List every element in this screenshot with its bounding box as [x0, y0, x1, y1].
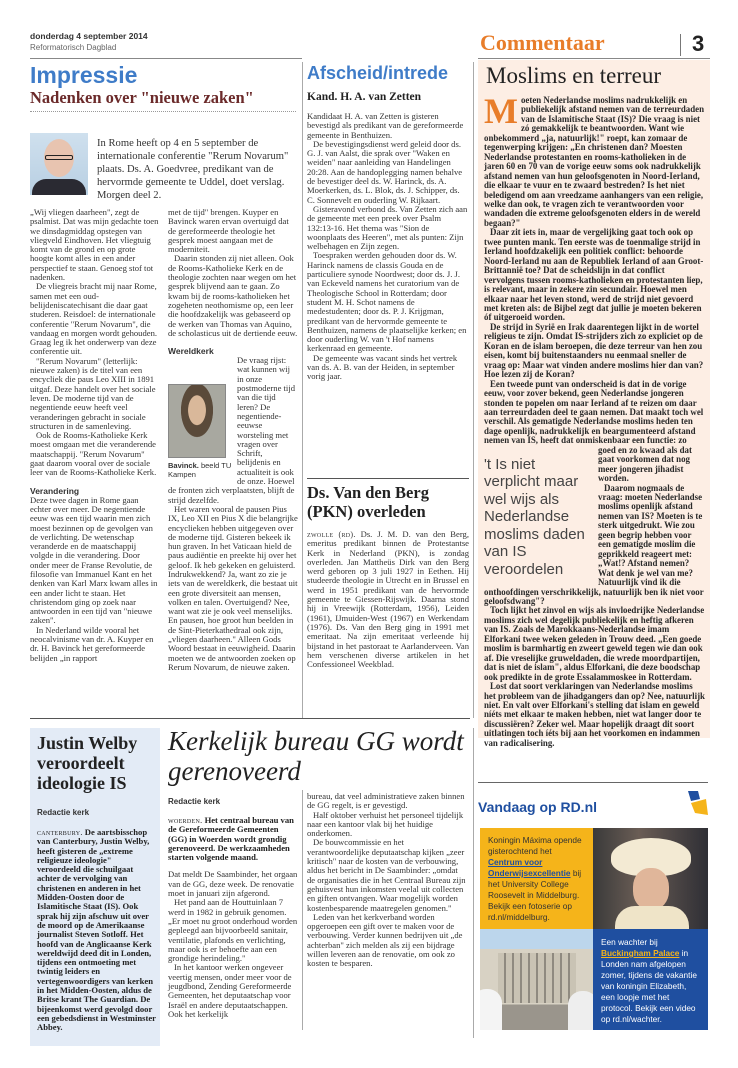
paragraph: Toch lijkt het zinvol en wijs als invloedrijke Nederlandse moslims zich wel degelijk publiekelijk en heftig afkeren van IS. Zoals de Marokkaans-Nederlandse imam Elforkani twee weken geleden in Trouw deed. „Een goede moslim is barmhartig en zweert geweld tegen wie dan ook af. Die vreselijke gruweldaden, die wrede moordpartijen, dat is niet de islam", aldus Elforkani, die deze boodschap ook predikte in de grote Essalammoskee in Rotterdam. [484, 605, 705, 682]
link-onderwijsexcellentie[interactable]: Centrum voor Onderwijsexcellentie [488, 857, 571, 878]
paragraph: met de tijd" brengen. Kuyper en Bavinck waren ervan overtuigd dat de gereformeerde theologie het gesprek moest aangaan met de moderniteit. [168, 207, 289, 255]
impressie-column-2 [168, 208, 298, 672]
subheading: Verandering [30, 485, 80, 496]
divider [302, 62, 303, 718]
rd-logo-icon [686, 791, 708, 816]
paragraph: een functie: zo goed en zo kwaad als dat gaat voorkomen dat nog meer jongeren jihadist worden. [598, 435, 692, 484]
caption-credit: beeld TU Kampen [168, 461, 232, 480]
paragraph: Toespraken werden gehouden door ds. W. Harinck namens de classis Gouda en de particuliere synode Noordwest; door ds. J. J. van Eckeveld namens het curatorium van de Theologische School in Rotterdam; door student M. H. Schot namens de medestudenten; door ds. P. J. Krijgman, predikant van de hervormde gemeente te Benthuizen, namens de plaatselijke kerken; en door ouderling W. van 't Hof namens kerkenraad en gemeente. [307, 250, 467, 354]
paragraph: Daarin stonden zij niet alleen. Ook de Rooms-Katholieke Kerk en de theologie zochten naar wegen om het gesprek blijvend aan te gaan. Zo kwam bij de rooms-katholieken het zogeheten neothomisme op, een leer die hoofdzakelijk was gebaseerd op de werken van Thomas van Aquino, de scholasticus uit de dertiende eeuw. [168, 253, 298, 338]
page-number: 3 [692, 31, 705, 56]
rd-title: Vandaag op RD.nl [478, 799, 598, 815]
paragraph: Dat meldt De Saambinder, het orgaan van de GG, deze week. De renovatie moet in januari zijn afgerond. [168, 869, 298, 899]
paragraph: Daar zit iets in, maar de vergelijking gaat toch ook op twee punten mank. Ten eerste was de toenmalige strijd in Ierland hoofdzakelijk een politiek conflict: behoorde Noord-Ierland nu aan de Republiek Ierland of aan Groot-Brittannië toe? Dat de scheidslijn in dat conflict vervolgens tussen rooms-katholieken en protestanten liep, is relevant, maar in zekere zin secundair. Hoewel men elkaar naar het leven stond, werd de strijd niet gevoerd met kreten als: de Bijbel zegt dat jullie je moeten bekeren óf uitgeroeid worden. [484, 227, 704, 323]
paper-name: Reformatorisch Dagblad [30, 43, 117, 52]
paragraph: Half oktober verhuist het personeel tijdelijk naar een kantoor vlak bij het huidige onderkomen. [307, 809, 464, 839]
divider [30, 718, 470, 719]
paragraph: Het waren vooral de pausen Pius IX, Leo XII en Pius X die belangrijke encyclieken hebben uitgegeven over de moderne tijd. Gisteren bekeek ik hun graven. In het Vaticaan hield de paus audiëntie en preekte hij over het geloof. Ik heb gekeken en geluisterd. Indrukwekkend? Ja, want zo zie je iets van de wereldkerk, die bestaat uit een grote diversiteit aan mensen, volken en talen. Overtuigend? Nee, want wat zie je ook veel menselijks. En pausen, hoe groot hun beelden in de Sint-Pieterkathedraal ook zijn, „vliegen daarheen." Alleen Gods Woord bestaat in eeuwigheid. Daarin moeten we de antwoorden zoeken op Rerum Novarum, de nieuwe zaken. [168, 503, 298, 672]
paragraph: Lost dat soort verklaringen van Nederlandse moslims het probleem van de jihadgangers dan op? Nee, natuurlijk niet. En valt over Elforkani's stelling dat islam en geweld níéts met elkaar te maken hebben, niet wat langer door te discussiëren? Zeker wel. Maar hopelijk draagt dit soort uitlatingen toch íéts bij aan het voorkomen en indammen van radicalisering. [484, 681, 705, 748]
divider [478, 58, 710, 59]
divider [473, 728, 474, 1038]
welby-title: Justin Welby veroordeelt ideologie IS [37, 733, 138, 793]
issue-date: donderdag 4 september 2014 [30, 31, 148, 41]
vandenberg-title: Ds. Van den Berg (PKN) overleden [307, 483, 429, 521]
lead: Het centraal bureau van de Gereformeerde Gemeenten (GG) in Woerden wordt grondig gerenoveerd. De werkzaamheden starten volgende maand. [168, 815, 294, 863]
dropcap: M [484, 91, 518, 131]
vandenberg-body [307, 530, 469, 669]
divider [478, 782, 708, 783]
impressie-kicker: Impressie [30, 62, 138, 88]
paragraph: De strijd in Syrië en Irak daarentegen lijkt in de wortel religieus te zijn. Omdat IS-strijders zich zo expliciet op de Koran en de islam beroepen, die deze terreur van hen zou eisen, komt bij buitenstaanders nu eenmaal sneller de vraag op: Maar wat vinden andere moslims hier dan van? Hoe lezen zij de Koran? [484, 321, 704, 380]
rd-item-text: Koningin Máxima opende gisterochtend het [488, 835, 582, 856]
impressie-title: Nadenken over "nieuwe zaken" [30, 88, 254, 107]
dateline: zwolle (rd). [307, 530, 356, 539]
divider [680, 34, 681, 56]
caption-name: Bavinck. [168, 461, 199, 471]
subheading: Wereldkerk [168, 346, 214, 357]
commentaar-title: Moslims en terreur [486, 63, 662, 88]
rd-item-text: bij het University College Roosevelt in Middelburg. Bekijk een fotoserie op rd.nl/middelburg. [488, 868, 582, 922]
divider [30, 111, 296, 112]
section-title: Commentaar [480, 30, 605, 55]
paragraph: Het pand aan de Houttuinlaan 7 werd in 1982 in gebruik genomen. „Er moet nu groot onderhoud worden gepleegd aan bijvoorbeeld sanitair, ventilatie, plafonds en verlichting, maar ook is er behoefte aan een grondige herindeling." [168, 897, 298, 964]
paragraph: De vliegreis bracht mij naar Rome, samen met een oud-belijdeniscatechisant die daar gaat studeren. Reisdoel: de internationale conferentie "Rerum Novarum", die vandaag en morgen wordt gehouden. Graag leg ik het onderwerp van deze conferentie uit. [30, 281, 158, 357]
rd-item-text: in Londen nam afgelopen zomer, tijdens de vakantie van koningin Elizabeth, een loopje met het protocol. Bekijk een video op rd.nl/wachter. [601, 948, 697, 1024]
dateline: canterbury. [37, 828, 83, 837]
paragraph: Leden van het kerkverband worden opgeroepen een gift over te maken voor de verbouwing. Verder kunnen bedrijven uit „de achterban" zich melden als zij een bijdrage willen leveren aan de renovatie, om ook zo kosten te besparen. [307, 911, 463, 969]
pull-quote: 't Is niet verplicht maar wel wijs als Nederlandse moslims daden van IS veroordelen [484, 455, 585, 578]
welby-box [30, 728, 160, 1046]
paragraph: Gisteravond verbond ds. Van Zetten zich aan de gemeente met een preek over Psalm 132:13-16. Het thema was "Sion de woonplaats des Heeren", met als punten: Zijn welbehagen en Zijn zegen. [307, 203, 468, 252]
afscheid-title: Kand. H. A. van Zetten [307, 91, 422, 103]
paragraph: bureau, dat veel administratieve zaken binnen de GG regelt, is er gevestigd. [307, 791, 465, 811]
maxima-photo[interactable] [593, 828, 708, 929]
article-text: De aartsbisschop van Canterbury, Justin Welby, heeft gisteren de „extreme religieuze ideologie" veroordeeld die schuilgaat achter de vervolging van christenen en anderen in het Midden-Oosten door de Islamitische Staat (IS). Ook sprak hij zijn afschuw uit over de moord op de Amerikaanse journalist Steven Sotloff. Het hoofd van de Anglicaanse Kerk wereldwijd deed dit in Londen, tijdens een ontmoeting met twintig leiders en vertegenwoordigers van kerken in het Midden-Oosten, aldus de Britse krant The Guardian. De bijeenkomst werd gevolgd door een gebedsdienst in Westminster Abbey. [37, 827, 156, 1033]
divider [302, 790, 303, 1030]
afscheid-kicker: Afscheid/intrede [307, 63, 449, 83]
paragraph: De bouwcommissie en het verantwoordelijke deputaatschap kijken „zeer kritisch" naar de kosten van de verbouwing, aldus het bericht in De Saambinder: „omdat de organisaties die in het Centraal Bureau zijn gehuisvest hun inkomsten veelal uit collecten en giften ontvangen. Waar mogelijk worden kostenbesparende maatregelen genomen." [307, 837, 466, 913]
impressie-intro: In Rome heeft op 4 en 5 september de internationale conferentie "Rerum Novarum" plaats. Ds. A. Goedvree, predikant van de hervormde gemeente te Uddel, doet verslag. Morgen deel 2. [97, 138, 289, 201]
paragraph: De vraag rijst: wat kunnen wij in onze postmoderne tijd van die tijd leren? De negentiende-eeuwse worsteling met vragen over Schrift, belijdenis en actualiteit is ook de onze. Hoewel de fronten zich verplaatsten, blijft de strijd dezelfde. [168, 355, 295, 505]
rd-item-wachter [593, 929, 708, 1030]
divider [307, 478, 469, 479]
paragraph: In Nederland wilde vooral het neocalvinisme van dr. A. Kuyper en dr. H. Bavinck het gereformeerde belijden „in rapport [30, 624, 154, 663]
divider [30, 58, 302, 59]
commentaar-box [478, 60, 710, 748]
paragraph: Een tweede punt van onderscheid is dat in de vorige eeuw, voor zover bekend, geen Nederlandse jongeren stonden te popelen om naar Ierland af te reizen om daar aan terreurdaden deel te gaan nemen. Dat maakt toch wel verschil. Als gematigde Nederlandse moslims heden ten dage openlijk, nadrukkelijk en beargumenteerd afstand nemen van IS, heeft dat onmiskenbaar [484, 378, 704, 446]
author-photo [30, 133, 88, 195]
bureau-column-2 [307, 792, 467, 969]
paragraph: „Wij vliegen daarheen", zegt de psalmist. Dat was mijn gedachte toen we dinsdagmiddag opstegen van vliegveld Eindhoven. Het vliegtuig komt van de grond en op grote hoogte komt alles in een ander perspectief te staan. Genoeg stof tot nadenken. [30, 207, 159, 283]
paragraph: Deze twee dagen in Rome gaan echter over meer. De negentiende eeuw was een tijd waarin men zich moest bezinnen op de gevolgen van de verlichting. De wetenschap veranderde en de maatschappij volgde in die verandering. Door onder meer de Franse Revolutie, de filosofie van Immanuel Kant en het denken van Karl Marx kwam alles in een ander licht te staan. Het christendom ging op zoek naar antwoorden in een tijd van "nieuwe zaken". [30, 494, 158, 626]
article-text: Ds. J. M. D. van den Berg, emeritus predikant binnen de Protestantse Kerk in Nederland (PKN), is zondag overleden. Jan Mattheüs Dirk van den Berg werd geboren op 3 juli 1927 in Eethen. Hij studeerde theologie in Utrecht en in Brussel en werd in 1951 predikant van de hervormde gemeente te Giessen-Rijswijk. Daarna stond hij in Vreewijk (Rotterdam, 1956), Leiden (1961), IJmuiden-West (1967) en Werkendam (1976). Ds. Van den Berg ging in 1991 met emeritaat. Na zijn emeritaat verleende hij bijstand in het pastoraat te Aarlanderveen. Van hem verschenen diverse artikelen in het Confessioneel Weekblad. [307, 529, 469, 670]
byline: Redactie kerk [168, 797, 221, 806]
paragraph: De bevestigingsdienst werd geleid door ds. G. J. van Aalst, die sprak over "Waken en weiden" naar aanleiding van Handelingen 20:28. Aan de handoplegging namen behalve de bevestiger deel ds. W. Harinck, ds. A. Moerkerken, ds. L. Blok, ds. J. Schipper, ds. C. Sonnevelt en ouderling W. Rijkaart. [307, 138, 463, 205]
impressie-column-1 [30, 208, 160, 663]
paragraph: Daarom nogmaals de vraag: moeten Nederlandse moslims openlijk afstand nemen van IS? Moeten is te sterk uitgedrukt. Wie zou geen begrip hebben voor een gematigde moslim die geprikkeld reageert met: „Wat!? Afstand nemen? Wat denk je wel van me? Natuurlijk vind ik die onthoofdingen verschrikkelijk, natuurlijk ben ik niet voor geloofsdwang"? [484, 482, 704, 607]
dateline: woerden. [168, 816, 203, 825]
buckingham-photo[interactable] [480, 929, 593, 1030]
divider [473, 62, 474, 718]
bavinck-portrait [168, 384, 226, 458]
paragraph: De gemeente was vacant sinds het vertrek van ds. A. B. van der Heiden, in september vorig jaar. [307, 352, 458, 382]
paragraph: In het kantoor werken ongeveer veertig mensen, onder meer voor de jeugdbond, Zending Gereformeerde Gemeenten, het deputaatschap voor Israël en andere deputaatschappen. Ook het kerkelijk [168, 962, 292, 1019]
paragraph: oeten Nederlandse moslims nadrukkelijk en publiekelijk afstand nemen van de terreurdaden van de Islamitische Staat (IS)? Die vraag is niet zó gemakkelijk te beantwoorden. Want wie onbekommerd „ja, natuurlijk!" roept, kan zomaar de tegenwerping krijgen: „En christenen dan? Moesten Nederlandse protestanten en rooms-katholieken in de jaren 60 en 70 van de vorige eeuw soms ook nadrukkelijk afstand nemen van hun geloofsgenoten in Noord-Ierland, die elkaar te vuur en te zwaard bestreden? Is het niet beledigend om aan vreedzame aanhangers van een religie, welke dan ook, te vragen zich te verantwoorden voor wandaden die extreme geloofsgenoten elders in de wereld begaan?" [484, 95, 705, 228]
afscheid-body [307, 112, 469, 382]
paragraph: Ook de Rooms-Katholieke Kerk moest omgaan met die veranderende maatschappij. "Rerum Novarum" gaat daarom vooral over de sociale leer van de Rooms-Katholieke Kerk. [30, 430, 157, 478]
paragraph: "Rerum Novarum" (letterlijk: nieuwe zaken) is de titel van een encycliek die paus Leo XIII in 1891 uitgaf. Deze handelt over het sociale leven. De moderne tijd van de negentiende eeuw heeft veel veranderingen gebracht in sociale structuren in de samenleving. [30, 355, 156, 431]
paragraph: Kandidaat H. A. van Zetten is gisteren bevestigd als predikant van de gereformeerde gemeente in Benthuizen. [307, 111, 464, 140]
bureau-column-1 [168, 816, 298, 1019]
link-buckingham-palace[interactable]: Buckingham Palace [601, 948, 680, 958]
byline: Redactie kerk [37, 808, 90, 817]
bavinck-figure [168, 384, 232, 479]
rd-item-maxima [480, 828, 593, 929]
bureau-title: Kerkelijk bureau GG wordt gerenoveerd [168, 726, 464, 786]
rd-item-text: Een wachter bij [601, 937, 658, 947]
